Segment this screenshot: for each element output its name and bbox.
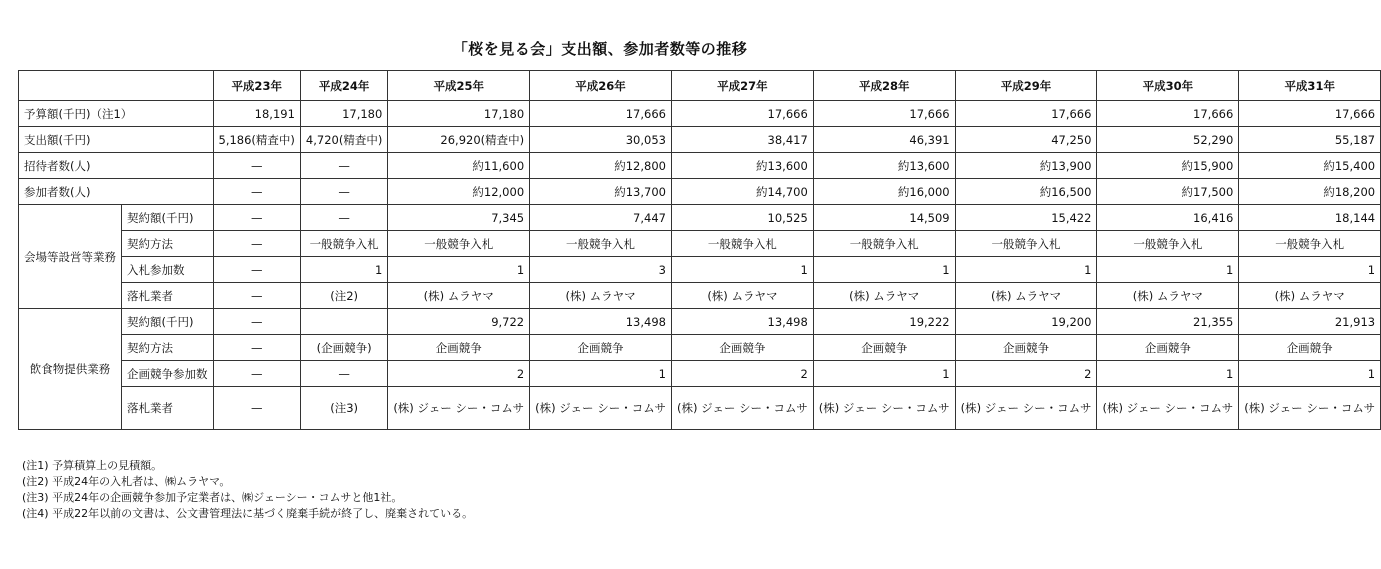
value-cell: 38,417 (671, 127, 813, 153)
value-cell: 約11,600 (388, 153, 530, 179)
value-cell: (株) ムラヤマ (1239, 283, 1381, 309)
value-cell: 17,666 (955, 101, 1097, 127)
value-cell: 約18,200 (1239, 179, 1381, 205)
value-cell (300, 309, 387, 335)
value-cell: 1 (813, 257, 955, 283)
year-header-cell: 平成30年 (1097, 71, 1239, 101)
value-cell: 21,355 (1097, 309, 1239, 335)
budget-row (19, 101, 1381, 127)
value-cell: 18,191 (213, 101, 300, 127)
value-cell: 2 (671, 361, 813, 387)
value-cell: (株) ムラヤマ (813, 283, 955, 309)
expense-row (19, 127, 1381, 153)
value-cell: 約17,500 (1097, 179, 1239, 205)
value-cell: (株) ムラヤマ (671, 283, 813, 309)
value-cell: — (213, 283, 300, 309)
value-cell: 14,509 (813, 205, 955, 231)
category-cell: 会場等設営等業務 (19, 205, 122, 309)
category-cell: 飲食物提供業務 (19, 309, 122, 430)
value-cell: 企画競争 (530, 335, 672, 361)
value-cell: — (213, 361, 300, 387)
value-cell: 19,200 (955, 309, 1097, 335)
table-body (19, 71, 1381, 430)
value-cell: 1 (300, 257, 387, 283)
value-cell: 企画競争 (813, 335, 955, 361)
value-cell: 7,447 (530, 205, 672, 231)
year-header-cell: 平成24年 (300, 71, 387, 101)
value-cell: 1 (1097, 361, 1239, 387)
value-cell: 17,666 (671, 101, 813, 127)
venue-contract-amount-row (19, 205, 1381, 231)
value-cell: 30,053 (530, 127, 672, 153)
value-cell: 17,666 (1097, 101, 1239, 127)
footnote-1: (注1) 予算積算上の見積額。 (22, 459, 163, 472)
value-cell: — (213, 179, 300, 205)
value-cell: (株) ジェー シー・コムサ (813, 387, 955, 430)
value-cell: 1 (1239, 257, 1381, 283)
value-cell: 17,666 (1239, 101, 1381, 127)
value-cell: — (213, 335, 300, 361)
venue-bidders-row (19, 257, 1381, 283)
footnote-4: (注4) 平成22年以前の文書は、公文書管理法に基づく廃棄手続が終了し、廃棄されている。 (22, 507, 474, 520)
value-cell: 2 (955, 361, 1097, 387)
value-cell: 3 (530, 257, 672, 283)
value-cell: 21,913 (1239, 309, 1381, 335)
value-cell: (企画競争) (300, 335, 387, 361)
value-cell: 一般競争入札 (671, 231, 813, 257)
value-cell: 一般競争入札 (530, 231, 672, 257)
year-header-cell: 平成23年 (213, 71, 300, 101)
venue-contract-method-row (19, 231, 1381, 257)
value-cell: 1 (813, 361, 955, 387)
value-cell: 5,186(精査中) (213, 127, 300, 153)
value-cell: 一般競争入札 (1097, 231, 1239, 257)
value-cell: 16,416 (1097, 205, 1239, 231)
year-header-cell: 平成27年 (671, 71, 813, 101)
venue-winner-row (19, 283, 1381, 309)
food-contract-method-row (19, 335, 1381, 361)
row-label-cell: 契約方法 (122, 231, 214, 257)
value-cell: (注2) (300, 283, 387, 309)
value-cell: (株) ジェー シー・コムサ (388, 387, 530, 430)
value-cell: — (300, 205, 387, 231)
value-cell: 13,498 (671, 309, 813, 335)
value-cell: 13,498 (530, 309, 672, 335)
value-cell: 約13,700 (530, 179, 672, 205)
value-cell: 企画競争 (388, 335, 530, 361)
value-cell: 26,920(精査中) (388, 127, 530, 153)
row-label-cell: 支出額(千円) (19, 127, 214, 153)
value-cell: (株) ジェー シー・コムサ (1239, 387, 1381, 430)
value-cell: 46,391 (813, 127, 955, 153)
row-label-cell: 契約方法 (122, 335, 214, 361)
value-cell: 9,722 (388, 309, 530, 335)
footnotes (22, 458, 473, 522)
value-cell: (株) ムラヤマ (530, 283, 672, 309)
year-header-cell: 平成31年 (1239, 71, 1381, 101)
value-cell: 企画競争 (1097, 335, 1239, 361)
row-label-cell: 落札業者 (122, 387, 214, 430)
value-cell: — (213, 231, 300, 257)
value-cell: 一般競争入札 (1239, 231, 1381, 257)
row-label-cell: 予算額(千円)（注1） (19, 101, 214, 127)
value-cell: 約13,600 (671, 153, 813, 179)
row-label-cell: 契約額(千円) (122, 309, 214, 335)
value-cell: 10,525 (671, 205, 813, 231)
value-cell: 17,666 (813, 101, 955, 127)
value-cell: 7,345 (388, 205, 530, 231)
value-cell: 1 (530, 361, 672, 387)
value-cell: — (213, 257, 300, 283)
row-label-cell: 落札業者 (122, 283, 214, 309)
value-cell: 企画競争 (1239, 335, 1381, 361)
row-label-cell: 招待者数(人) (19, 153, 214, 179)
food-contract-amount-row (19, 309, 1381, 335)
value-cell: 企画競争 (671, 335, 813, 361)
footnote-2: (注2) 平成24年の入札者は、㈱ムラヤマ。 (22, 475, 231, 488)
value-cell: — (300, 361, 387, 387)
year-header-cell: 平成26年 (530, 71, 672, 101)
table-header-row (19, 71, 1381, 101)
value-cell: (株) ムラヤマ (388, 283, 530, 309)
value-cell: 約15,900 (1097, 153, 1239, 179)
year-header-cell: 平成29年 (955, 71, 1097, 101)
food-participants-row (19, 361, 1381, 387)
row-label-cell: 参加者数(人) (19, 179, 214, 205)
value-cell: (株) ジェー シー・コムサ (1097, 387, 1239, 430)
value-cell: 約13,600 (813, 153, 955, 179)
value-cell: (株) ジェー シー・コムサ (671, 387, 813, 430)
value-cell: — (300, 179, 387, 205)
value-cell: (株) ムラヤマ (955, 283, 1097, 309)
value-cell: 15,422 (955, 205, 1097, 231)
value-cell: 1 (671, 257, 813, 283)
value-cell: (注3) (300, 387, 387, 430)
year-header-cell: 平成25年 (388, 71, 530, 101)
value-cell: — (300, 153, 387, 179)
value-cell: (株) ムラヤマ (1097, 283, 1239, 309)
value-cell: 17,180 (388, 101, 530, 127)
value-cell: 19,222 (813, 309, 955, 335)
value-cell: (株) ジェー シー・コムサ (530, 387, 672, 430)
value-cell: 約15,400 (1239, 153, 1381, 179)
value-cell: 1 (1239, 361, 1381, 387)
year-header-cell: 平成28年 (813, 71, 955, 101)
value-cell: 一般競争入札 (813, 231, 955, 257)
value-cell: 一般競争入札 (300, 231, 387, 257)
document-title: 「桜を見る会」支出額、参加者数等の推移 (452, 40, 748, 58)
row-label-cell: 企画競争参加数 (122, 361, 214, 387)
header-corner-cell (19, 71, 214, 101)
value-cell: 18,144 (1239, 205, 1381, 231)
value-cell: 約12,800 (530, 153, 672, 179)
value-cell: — (213, 153, 300, 179)
value-cell: 47,250 (955, 127, 1097, 153)
value-cell: 55,187 (1239, 127, 1381, 153)
value-cell: 1 (955, 257, 1097, 283)
row-label-cell: 契約額(千円) (122, 205, 214, 231)
value-cell: 17,180 (300, 101, 387, 127)
value-cell: 企画競争 (955, 335, 1097, 361)
footnote-3: (注3) 平成24年の企画競争参加予定業者は、㈱ジェーシー・コムサと他1社。 (22, 491, 403, 504)
value-cell: 4,720(精査中) (300, 127, 387, 153)
value-cell: 約16,500 (955, 179, 1097, 205)
value-cell: — (213, 387, 300, 430)
invited-row (19, 153, 1381, 179)
value-cell: 約14,700 (671, 179, 813, 205)
value-cell: 1 (1097, 257, 1239, 283)
food-winner-row (19, 387, 1381, 430)
value-cell: 1 (388, 257, 530, 283)
attendees-row (19, 179, 1381, 205)
value-cell: 2 (388, 361, 530, 387)
value-cell: — (213, 205, 300, 231)
value-cell: 17,666 (530, 101, 672, 127)
value-cell: 約12,000 (388, 179, 530, 205)
value-cell: — (213, 309, 300, 335)
value-cell: 約13,900 (955, 153, 1097, 179)
value-cell: 52,290 (1097, 127, 1239, 153)
value-cell: (株) ジェー シー・コムサ (955, 387, 1097, 430)
value-cell: 一般競争入札 (388, 231, 530, 257)
value-cell: 約16,000 (813, 179, 955, 205)
row-label-cell: 入札参加数 (122, 257, 214, 283)
value-cell: 一般競争入札 (955, 231, 1097, 257)
expenditure-table (18, 70, 1381, 430)
